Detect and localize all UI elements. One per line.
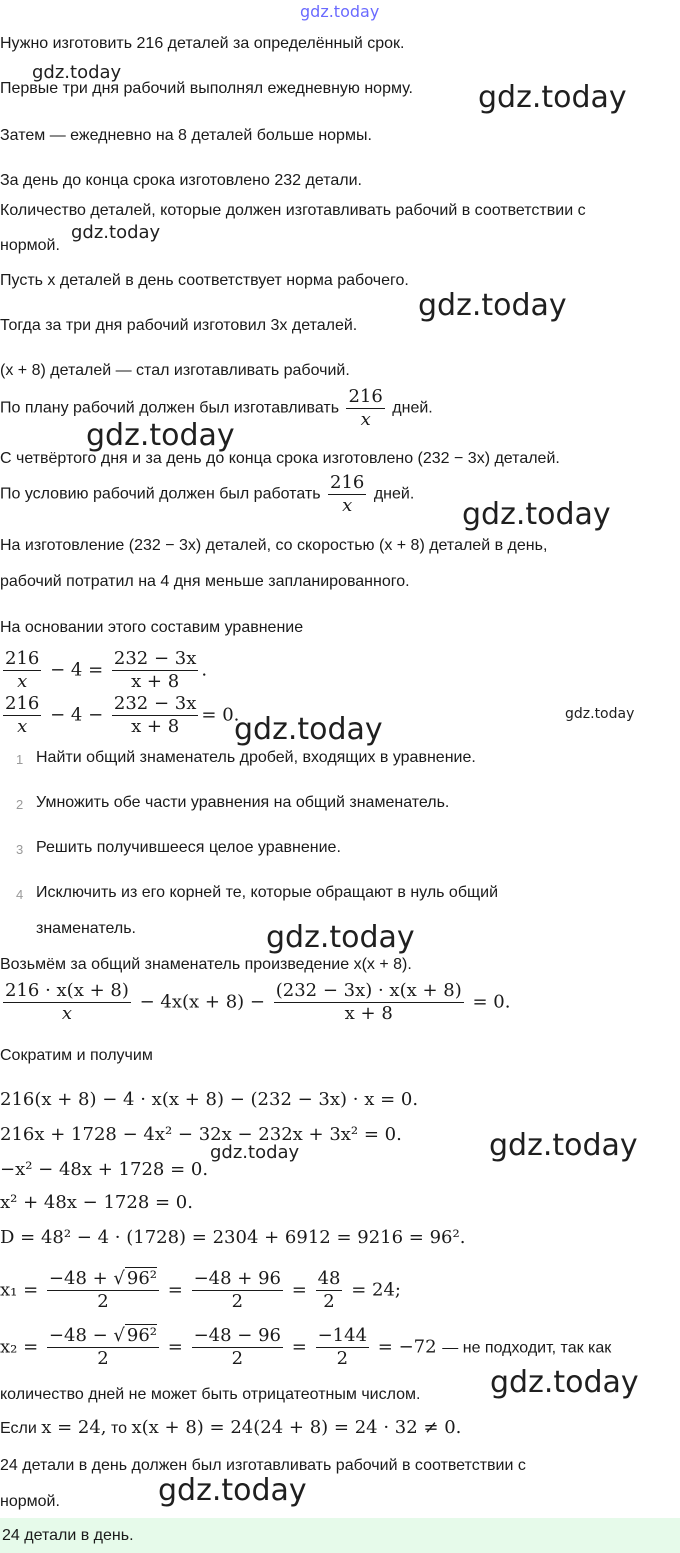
fraction-numerator: −48 + 96 [193,1268,282,1289]
watermark: gdz.today [32,62,122,83]
text-line-with-math [0,1418,461,1439]
fraction-numerator: −48 − √ 96² [48,1325,158,1346]
fraction-denominator: x + 8 [344,1003,393,1024]
watermark: gdz.today [418,288,567,323]
math-text: −48 + [48,1268,114,1289]
step-text: Исключить из его корней те, которые обращают в нуль общий [36,884,499,901]
watermark: gdz.today [266,920,415,955]
text-segment: — не подходит, так как [442,1339,612,1357]
fraction-denominator: x [342,495,353,516]
text-segment: По плану рабочий должен был изготавливать [0,399,340,417]
step-text: Решить получившееся целое уравнение. [36,839,341,856]
math-op: = [167,1336,183,1358]
fraction [47,1325,159,1370]
watermark: gdz.today [86,418,235,453]
fraction [316,1325,369,1370]
equation: D = 48² − 4 · (1728) = 2304 + 6912 = 9216 = 96². [0,1227,466,1248]
watermark: gdz.today [300,2,380,21]
fraction-numerator: −144 [317,1325,368,1346]
text-segment: Если [0,1420,37,1437]
text-line: Первые три дня рабочий выполнял ежедневную норму. [0,80,413,97]
fraction-denominator: 2 [336,1348,349,1369]
text-line: рабочий потратил на 4 дня меньше запланированного. [0,573,410,590]
fraction [346,386,384,431]
fraction [47,1268,159,1313]
fraction-numerator: 232 − 3x [113,648,197,669]
math-op: − 4x(x + 8) − [139,991,265,1013]
fraction [274,980,464,1025]
fraction-numerator: −48 − 96 [193,1325,282,1346]
text-line: Количество деталей, которые должен изготавливать рабочий в соответствии с [0,202,586,219]
text-line: На изготовление (232 − 3x) деталей, со скоростью (x + 8) деталей в день, [0,537,548,554]
fraction-denominator: x + 8 [131,716,180,737]
fraction-numerator: 216 [5,693,40,714]
text-line: 24 детали в день должен был изготавливать рабочий в соответствии с [0,1457,526,1474]
fraction-denominator: x [17,671,28,692]
sqrt-radicand: 96² [126,1325,158,1346]
watermark: gdz.today [489,1128,638,1163]
math-inline: x = 24, [41,1417,107,1438]
fraction-denominator: 2 [231,1291,244,1312]
math-op: = −72 [377,1336,437,1358]
math-op: = 0. [201,704,240,726]
math-op: = 0. [472,991,511,1013]
watermark: gdz.today [565,706,635,722]
fraction-numerator: 216 [348,386,383,407]
fraction [328,472,366,517]
equation: −x² − 48x + 1728 = 0. [0,1159,209,1180]
text-line-with-fraction [0,472,414,517]
fraction-denominator: x [17,716,28,737]
fraction-numerator: (232 − 3x) · x(x + 8) [275,980,462,1001]
fraction-numerator: 232 − 3x [113,693,197,714]
equation: 216x + 1728 − 4x² − 32x − 232x + 3x² = 0. [0,1124,402,1145]
math-op: = [167,1279,183,1301]
fraction [3,693,41,738]
fraction-denominator: 2 [97,1291,109,1312]
text-line: Затем — ежедневно на 8 деталей больше нормы. [0,127,372,144]
math-op: . [201,659,208,681]
math-op: x₁ = [0,1279,39,1301]
watermark: gdz.today [234,712,383,747]
fraction-denominator: x + 8 [131,671,180,692]
step-text: знаменатель. [36,920,136,937]
math-op: = [291,1279,307,1301]
fraction-numerator: 216 [330,472,365,493]
fraction [112,648,199,693]
equation [0,693,239,738]
fraction-numerator: 216 [5,648,40,669]
fraction [112,693,199,738]
text-line: Нужно изготовить 216 деталей за определённый срок. [0,35,405,52]
equation: x² + 48x − 1728 = 0. [0,1192,193,1213]
math-text: −48 − [48,1325,114,1346]
fraction-denominator: 2 [97,1348,109,1369]
text-line: количество дней не может быть отрицатеотным числом. [0,1386,421,1403]
fraction [3,980,131,1025]
fraction-denominator: 2 [323,1291,335,1312]
watermark: gdz.today [462,497,611,532]
fraction-denominator: x [360,409,371,430]
root-equation [0,1325,611,1370]
text-line: С четвёртого дня и за день до конца срока изготовлено (232 − 3x) деталей. [0,450,560,467]
watermark: gdz.today [210,1142,300,1163]
equation [0,980,510,1025]
text-line: нормой. [0,1493,60,1510]
text-line: За день до конца срока изготовлено 232 детали. [0,172,362,189]
text-segment: дней. [373,485,415,503]
equation: 216(x + 8) − 4 · x(x + 8) − (232 − 3x) · x = 0. [0,1089,419,1110]
text-line: Тогда за три дня рабочий изготовил 3x деталей. [0,317,358,334]
text-line: Сократим и получим [0,1047,153,1064]
watermark: gdz.today [490,1365,639,1400]
root-equation [0,1268,401,1313]
text-line: (x + 8) деталей — стал изготавливать рабочий. [0,362,350,379]
fraction-numerator: 48 [317,1268,341,1289]
step-number: 1 [16,752,24,767]
math-op: = [291,1336,307,1358]
step-text: Умножить обе части уравнения на общий знаменатель. [36,794,450,811]
watermark: gdz.today [71,222,161,243]
fraction [316,1268,343,1313]
fraction-numerator: −48 + √ 96² [48,1268,158,1289]
text-line: Возьмём за общий знаменатель произведение x(x + 8). [0,956,412,973]
fraction-numerator: 216 · x(x + 8) [5,980,129,1001]
math-op: − 4 − [50,704,104,726]
fraction-denominator: x [61,1003,72,1024]
fraction-denominator: 2 [231,1348,244,1369]
answer-box [0,1518,680,1553]
watermark: gdz.today [158,1473,307,1508]
watermark: gdz.today [478,80,627,115]
text-line: нормой. [0,237,60,254]
text-segment: По условию рабочий должен был работать [0,485,321,503]
fraction [3,648,41,693]
answer-text: 24 детали в день. [2,1526,134,1544]
step-number: 3 [16,842,24,857]
fraction [192,1325,283,1370]
math-op: − 4 = [50,659,104,681]
step-number: 4 [16,887,24,902]
text-line: На основании этого составим уравнение [0,619,304,636]
step-text: Найти общий знаменатель дробей, входящих в уравнение. [36,749,476,766]
text-line: Пусть x деталей в день соответствует норма рабочего. [0,272,409,289]
step-number: 2 [16,797,24,812]
fraction [192,1268,283,1313]
math-inline: x(x + 8) = 24(24 + 8) = 24 · 32 ≠ 0. [131,1417,462,1438]
math-op: = 24; [351,1279,401,1301]
math-op: x₂ = [0,1336,39,1358]
sqrt-radicand: 96² [126,1268,158,1289]
text-segment: дней. [392,399,433,417]
text-segment: то [110,1420,128,1437]
equation [0,648,207,693]
